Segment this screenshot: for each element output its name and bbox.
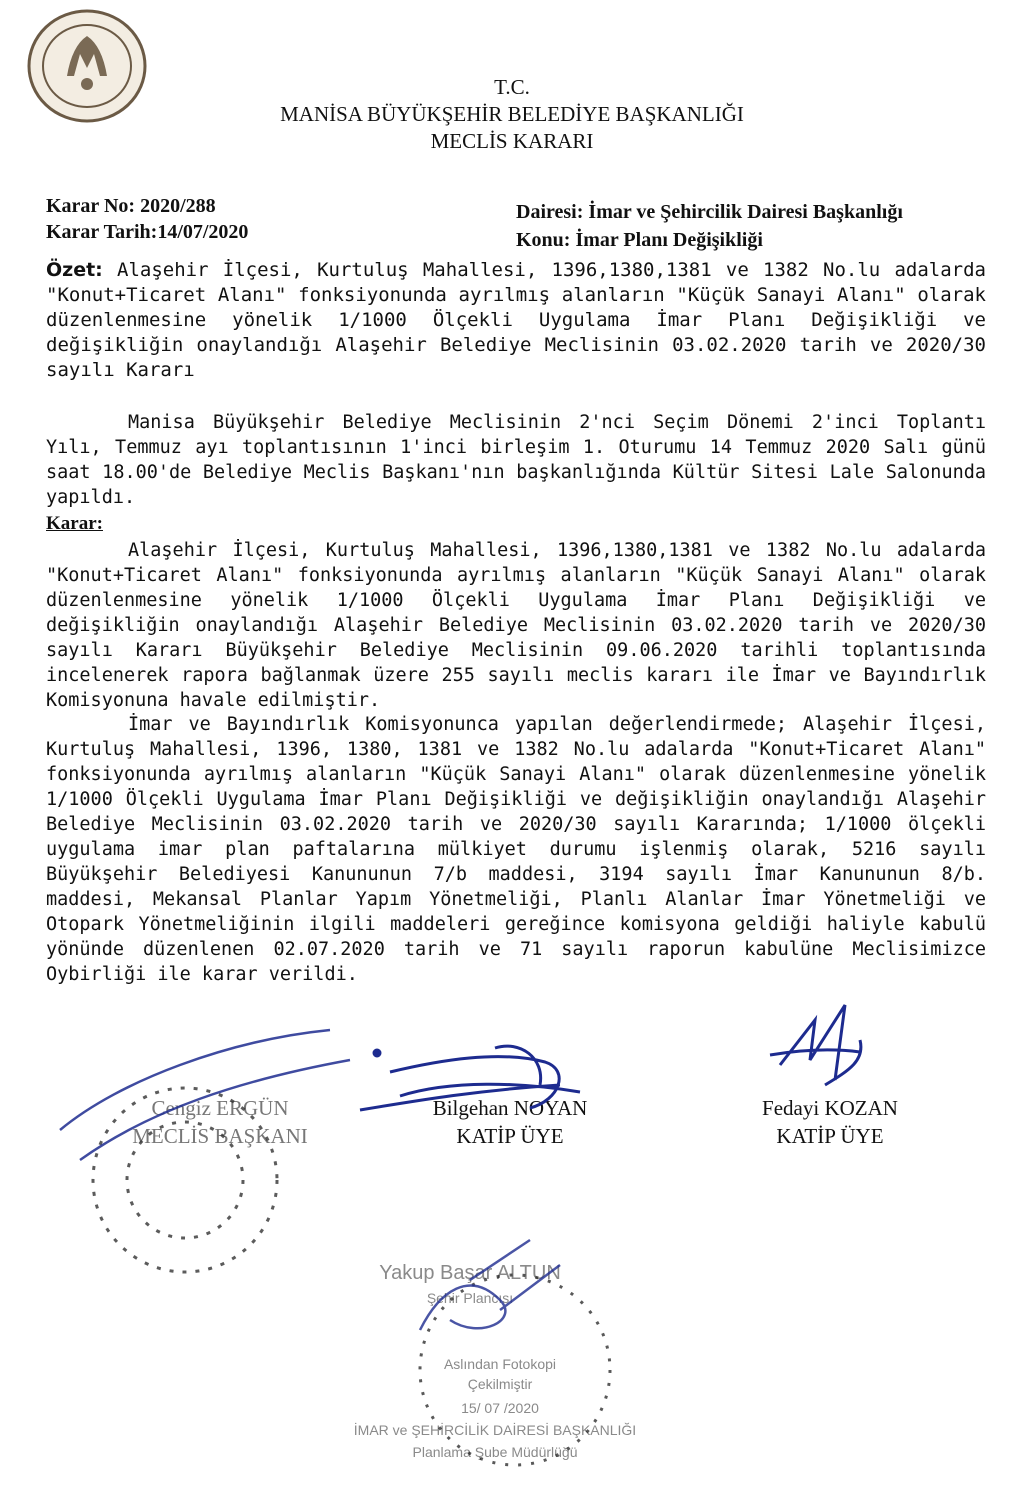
- konu-value: İmar Planı Değişikliği: [575, 229, 763, 251]
- intro-paragraph: Manisa Büyükşehir Belediye Meclisinin 2'nci Seçim Dönemi 2'inci Toplantı Yılı, Temmuz ayı toplantısının 1'inci birleşim 1. Oturumu 14 Temmuz 2020 Salı günü saat 18.00'de Belediye Meclis Başkanı'nın başkanlığında Kültür Sitesi Lale Salonunda yapıldı.: [46, 412, 986, 508]
- signature-block-2: [390, 1094, 630, 1150]
- ozet: [46, 258, 986, 383]
- signer-2-name: Bilgehan NOYAN: [432, 1096, 588, 1120]
- dairesi: [516, 198, 903, 226]
- karar-no-value: 2020/288: [140, 195, 216, 217]
- stamp-line-3: Çekilmiştir: [467, 1376, 533, 1392]
- karar-paragraph-1: Alaşehir İlçesi, Kurtuluş Mahallesi, 1396,1380,1381 ve 1382 No.lu adalarda "Konut+Ticaret Alanı" fonksiyonunda ayrılmış alanların "Küçük Sanayi Alanı" olarak düzenlenmesine yönelik 1/1000 Ölçekli Uygulama İmar Planı Değişikliği ve değişikliğin onaylandığı Alaşehir Belediye Meclisinin 03.02.2020 tarih ve 2020/30 sayılı Kararı Büyükşehir Belediye Meclisinin 09.06.2020 tarihli toplantısında incelenerek rapora bağlanmak üzere 255 sayılı meclis kararı ile İmar ve Bayındırlık Komisyonuna havale edilmiştir.: [46, 540, 986, 711]
- signer-3-title: KATİP ÜYE: [776, 1124, 884, 1148]
- stamp-line-1: Şehir Plancısı: [426, 1290, 514, 1306]
- karar-no-label: Karar No:: [46, 195, 136, 217]
- karar-tarih-label: Karar Tarih:: [46, 221, 158, 243]
- karar-no: [46, 192, 216, 220]
- stamp-line-6: Planlama Şube Müdürlüğü: [412, 1444, 578, 1460]
- karar-paragraph-2: İmar ve Bayındırlık Komisyonunca yapılan değerlendirmede; Alaşehir İlçesi, Kurtuluş Mahallesi, 1396, 1380, 1381 ve 1382 No.lu adalarda "Konut+Ticaret Alanı" fonksiyonunda ayrılmış alanların "Küçük Sanayi Alanı" olarak düzenlenmesine yönelik 1/1000 Ölçekli Uygulama İmar Planı Değişikliği ve değişikliğin onaylandığı Alaşehir Belediye Meclisinin 03.02.2020 tarih ve 2020/30 sayılı Kararında; 1/1000 ölçekli uygulama imar plan paftalarına mülkiyet durumu işlenmiş olarak, 5216 sayılı Büyükşehir Belediyesi Kanununun 7/b maddesi, 3194 sayılı İmar Kanununun 8/b. maddesi, Mekansal Planlar Yapım Yönetmeliği, Planlı Alanlar İmar Yönetmeliği ve Otopark Yönetmeliğinin ilgili maddeleri gereğince komisyona geldiği haliyle kabulü yönünde düzenlenen 02.07.2020 tarih ve 71 sayılı raporun kabulüne Meclisimizce Oybirliği ile karar verildi.: [46, 714, 986, 985]
- karar-tarih: [46, 218, 248, 246]
- karar-label: Karar:: [46, 513, 103, 534]
- header-institution: MANİSA BÜYÜKŞEHİR BELEDİYE BAŞKANLIĞI: [280, 102, 744, 126]
- signature-block-3: [720, 1094, 940, 1150]
- konu-label: Konu:: [516, 229, 571, 251]
- signature-3: [770, 1005, 861, 1085]
- signer-3-name: Fedayi KOZAN: [762, 1096, 898, 1120]
- signature-block-1: [110, 1094, 330, 1150]
- karar-tarih-value: 14/07/2020: [157, 221, 249, 243]
- header-doc-type: MECLİS KARARI: [430, 129, 594, 153]
- signer-1-name: Cengiz ERGÜN: [151, 1096, 289, 1120]
- stamp-date: 15/ 07 /2020: [461, 1400, 539, 1416]
- header-tc: T.C.: [494, 75, 530, 99]
- dairesi-value: İmar ve Şehircilik Dairesi Başkanlığı: [588, 201, 903, 223]
- dairesi-label: Dairesi:: [516, 201, 584, 223]
- stamp-line-2: Aslından Fotokopi: [443, 1356, 557, 1372]
- signer-1-title: MECLİS BAŞKANI: [132, 1124, 308, 1148]
- konu: [516, 226, 763, 254]
- ozet-label: Özet:: [46, 259, 103, 281]
- stamp-line-5: İMAR ve ŞEHİRCİLİK DAİRESİ BAŞKANLIĞI: [353, 1422, 637, 1438]
- signature-4: [420, 1240, 560, 1330]
- signer-2-title: KATİP ÜYE: [456, 1124, 564, 1148]
- stamp-name: Yakup Başar ALTUN: [379, 1262, 561, 1284]
- ozet-text: Alaşehir İlçesi, Kurtuluş Mahallesi, 1396,1380,1381 ve 1382 No.lu adalarda "Konut+Ticaret Alanı" fonksiyonunda ayrılmış alanların "Küçük Sanayi Alanı" olarak düzenlenmesine yönelik 1/1000 Ölçekli Uygulama İmar Planı Değişikliği ve değişikliğin onaylandığı Alaşehir Belediye Meclisinin 03.02.2020 tarih ve 2020/30 sayılı Kararı: [46, 259, 986, 381]
